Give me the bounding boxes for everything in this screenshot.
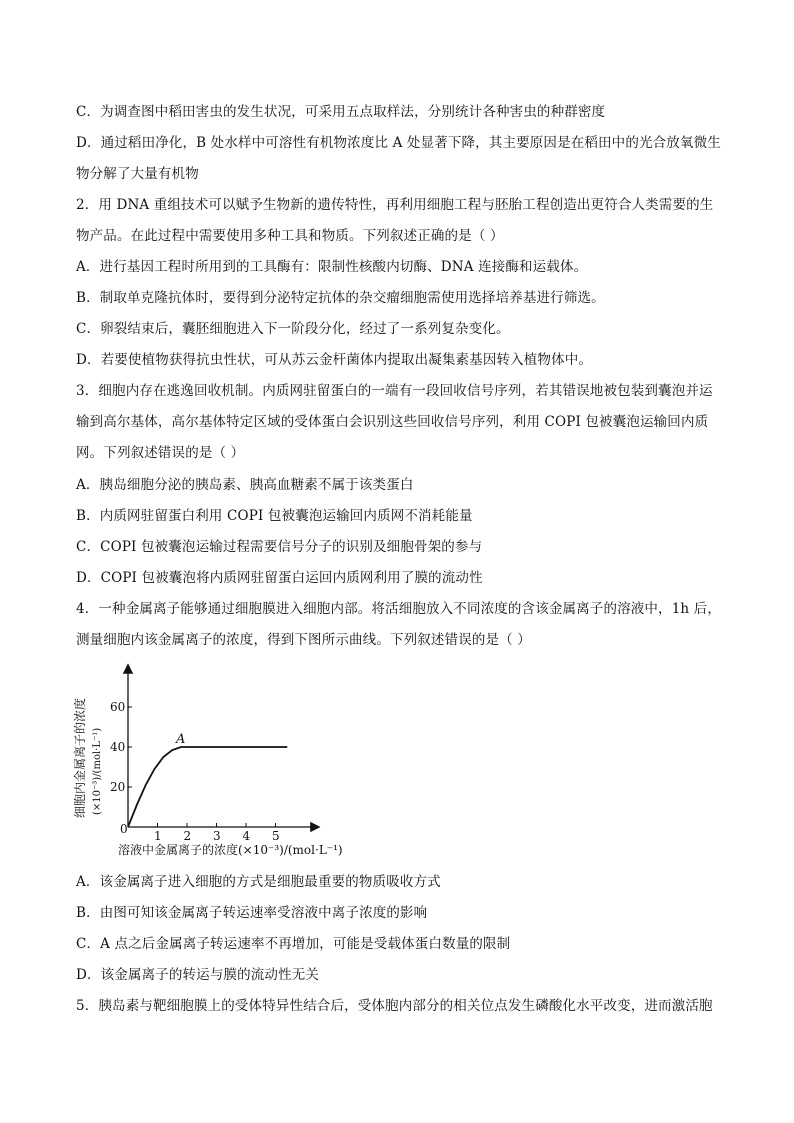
x-tick-label: 4 (242, 829, 251, 843)
point-a-label: A (176, 732, 186, 747)
y-tick-label: 60 (110, 700, 126, 714)
question-3-stem-cont: 网。下列叙述错误的是（ ） (76, 445, 245, 461)
question-2-stem: 2．用 DNA 重组技术可以赋予生物新的遗传特性，再利用细胞工程与胚胎工程创造出更符合人类需要的生 (76, 197, 714, 213)
option-d-q2: D．若要使植物获得抗虫性状，可从苏云金杆菌体内提取出凝集素基因转入植物体中。 (76, 352, 593, 368)
y-tick-label: 20 (110, 780, 126, 794)
option-d-q1-cont: 物分解了大量有机物 (76, 166, 199, 182)
x-tick-label: 5 (272, 829, 280, 843)
option-c-q3: C．COPI 包被囊泡运输过程需要信号分子的识别及细胞骨架的参与 (76, 539, 483, 555)
x-axis-label: 溶液中金属离子的浓度(×10⁻³)/(mol·L⁻¹) (118, 843, 343, 857)
option-d-q4: D．该金属离子的转运与膜的流动性无关 (76, 967, 320, 983)
option-a-q3: A．胰岛细胞分泌的胰岛素、胰高血糖素不属于该类蛋白 (76, 477, 414, 493)
option-a-q2: A．进行基因工程时所用到的工具酶有：限制性核酸内切酶、DNA 连接酶和运载体。 (76, 259, 588, 275)
concentration-curve (128, 747, 287, 827)
x-tick-label: 1 (154, 829, 162, 843)
question-2-stem-cont: 物产品。在此过程中需要使用多种工具和物质。下列叙述正确的是（ ） (76, 228, 504, 244)
chart-ticks (110, 700, 280, 843)
option-a-q4: A．该金属离子进入细胞的方式是细胞最重要的物质吸收方式 (76, 874, 441, 890)
y-axis-unit-label: (×10⁻³)/(mol·L⁻¹) (92, 727, 103, 815)
option-c-q2: C．卵裂结束后，囊胚细胞进入下一阶段分化，经过了一系列复杂变化。 (76, 321, 510, 337)
option-c-q1: C．为调查图中稻田害虫的发生状况，可采用五点取样法，分别统计各种害虫的种群密度 (76, 104, 606, 120)
question-4-stem-cont: 测量细胞内该金属离子的浓度，得到下图所示曲线。下列叙述错误的是（ ） (76, 632, 531, 648)
y-axis-label: 细胞内金属离子的浓度 (73, 697, 87, 818)
option-b-q4: B．由图可知该金属离子转运速率受溶液中离子浓度的影响 (76, 905, 428, 921)
option-d-q1: D．通过稻田净化，B 处水样中可溶性有机物浓度比 A 处显著下降，其主要原因是在稻田中的光合放氧微生 (76, 135, 721, 151)
x-tick-label: 3 (213, 829, 221, 843)
question-4-stem: 4．一种金属离子能够通过细胞膜进入细胞内部。将活细胞放入不同浓度的含该金属离子的溶液中，1h 后， (76, 601, 722, 617)
question-5-stem: 5．胰岛素与靶细胞膜上的受体特异性结合后，受体胞内部分的相关位点发生磷酸化水平改变，进而激活胞 (76, 998, 713, 1014)
concentration-chart (66, 658, 366, 863)
x-tick-label: 2 (183, 829, 192, 843)
option-b-q2: B．制取单克隆抗体时，要得到分泌特定抗体的杂交瘤细胞需使用选择培养基进行筛选。 (76, 290, 605, 306)
option-c-q4: C．A 点之后金属离子转运速率不再增加，可能是受载体蛋白数量的限制 (76, 936, 511, 952)
y-tick-label: 40 (110, 740, 126, 754)
option-b-q3: B．内质网驻留蛋白利用 COPI 包被囊泡运输回内质网不消耗能量 (76, 508, 473, 524)
question-3-stem-cont: 输到高尔基体，高尔基体特定区域的受体蛋白会识别这些回收信号序列，利用 COPI 包被囊泡运输回内质 (76, 414, 709, 430)
option-d-q3: D．COPI 包被囊泡将内质网驻留蛋白运回内质网利用了膜的流动性 (76, 570, 483, 586)
question-3-stem: 3．细胞内存在逃逸回收机制。内质网驻留蛋白的一端有一段回收信号序列，若其错误地被包装到囊泡并运 (76, 383, 713, 399)
origin-label: 0 (120, 822, 128, 836)
